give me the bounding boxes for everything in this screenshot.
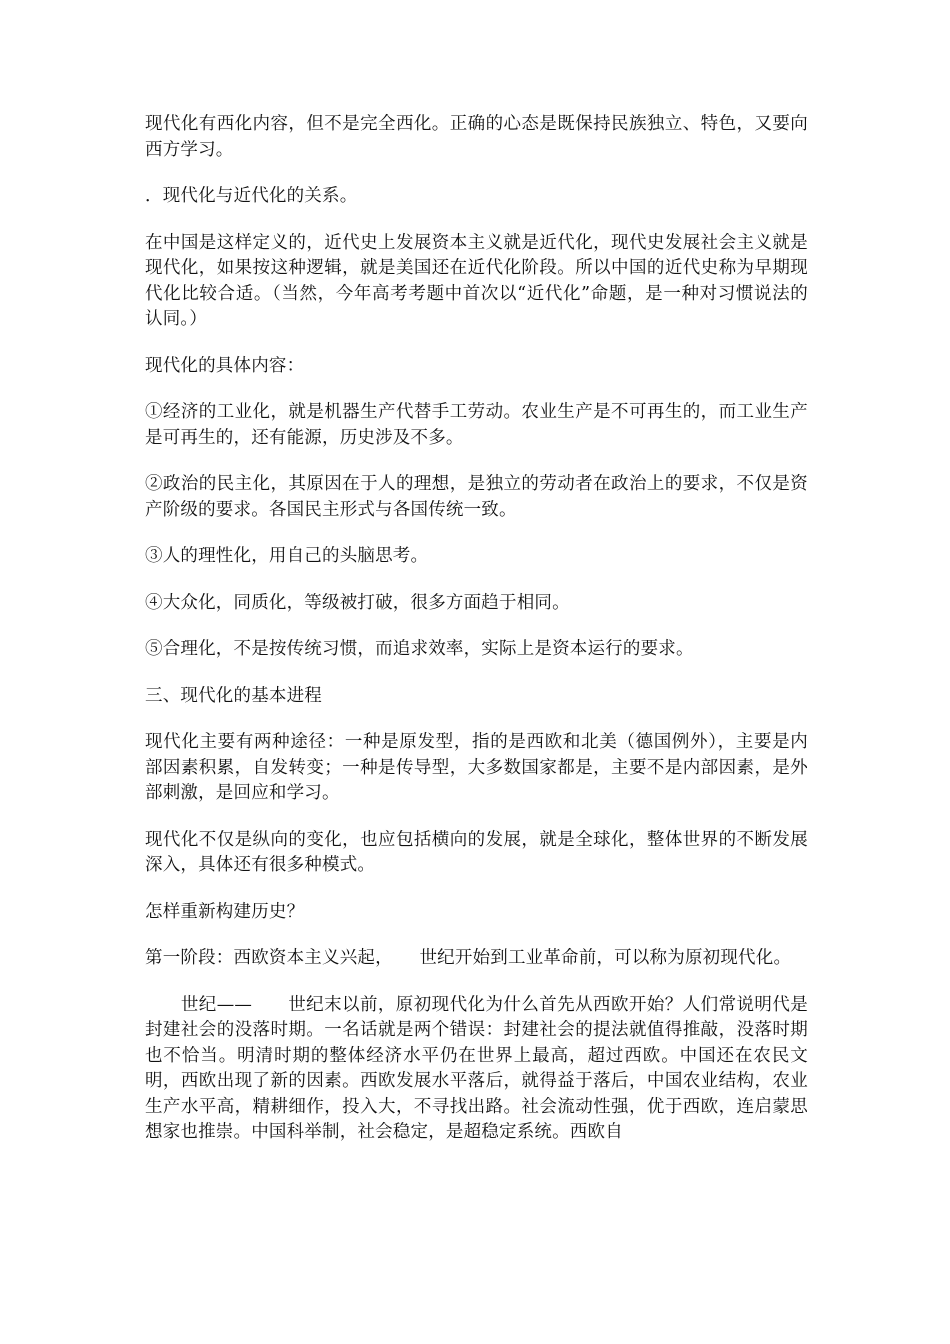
paragraph-globalization: 现代化不仅是纵向的变化，也应包括横向的发展，就是全球化，整体世界的不断发展深入，具体还有很多种模式。	[145, 829, 808, 875]
list-item-massification: ④大众化，同质化，等级被打破，很多方面趋于相同。	[145, 592, 570, 613]
section-heading-basic-process: 三、现代化的基本进程	[145, 685, 322, 706]
list-item-industrialization: ①经济的工业化，就是机器生产代替手工劳动。农业生产是不可再生的，而工业生产是可再生的，还有能源，历史涉及不多。	[145, 402, 808, 448]
heading-specific-content: 现代化的具体内容：	[145, 355, 305, 376]
paragraph-century-discussion: 世纪—— 世纪末以前，原初现代化为什么首先从西欧开始？人们常说明代是封建社会的没落时期。一名话就是两个错误：封建社会的提法就值得推敲，没落时期也不恰当。明清时期的整体经济水平仍在世界上最高，超过西欧。中国还在农民文明，西欧出现了新的因素。西欧发展水平落后，就得益于落后，中国农业结构，农业生产水平高，精耕细作，投入大，不寻找出路。社会流动性强，优于西欧，连启蒙思想家也推崇。中国科举制，社会稳定，是超稳定系统。西欧自	[145, 994, 808, 1142]
paragraph-stage-one: 第一阶段：西欧资本主义兴起， 世纪开始到工业革命前，可以称为原初现代化。	[145, 948, 792, 968]
list-item-efficiency: ⑤合理化，不是按传统习惯，而追求效率，实际上是资本运行的要求。	[145, 639, 694, 659]
heading-modern-vs-near-modern: ．现代化与近代化的关系。	[145, 186, 358, 206]
document-body	[145, 112, 808, 1167]
paragraph-two-paths: 现代化主要有两种途径：一种是原发型，指的是西欧和北美（德国例外），主要是内部因素积累，自发转变；一种是传导型，大多数国家都是，主要不是内部因素，是外部刺激，是回应和学习。	[145, 732, 808, 803]
heading-reconstruct-history: 怎样重新构建历史？	[145, 901, 305, 922]
list-item-rationalization: ③人的理性化，用自己的头脑思考。	[145, 546, 429, 566]
paragraph-definition-in-china: 在中国是这样定义的，近代史上发展资本主义就是近代化，现代史发展社会主义就是现代化，如果按这种逻辑，就是美国还在近代化阶段。所以中国的近代史称为早期现代化比较合适。（当然，今年高考考题中首次以“近代化”命题，是一种对习惯说法的认同。）	[145, 232, 808, 329]
list-item-democratization: ②政治的民主化，其原因在于人的理想，是独立的劳动者在政治上的要求，不仅是资产阶级的要求。各国民主形式与各国传统一致。	[145, 474, 808, 520]
paragraph-westernization: 现代化有西化内容，但不是完全西化。正确的心态是既保持民族独立、特色，又要向西方学习。	[145, 114, 808, 160]
